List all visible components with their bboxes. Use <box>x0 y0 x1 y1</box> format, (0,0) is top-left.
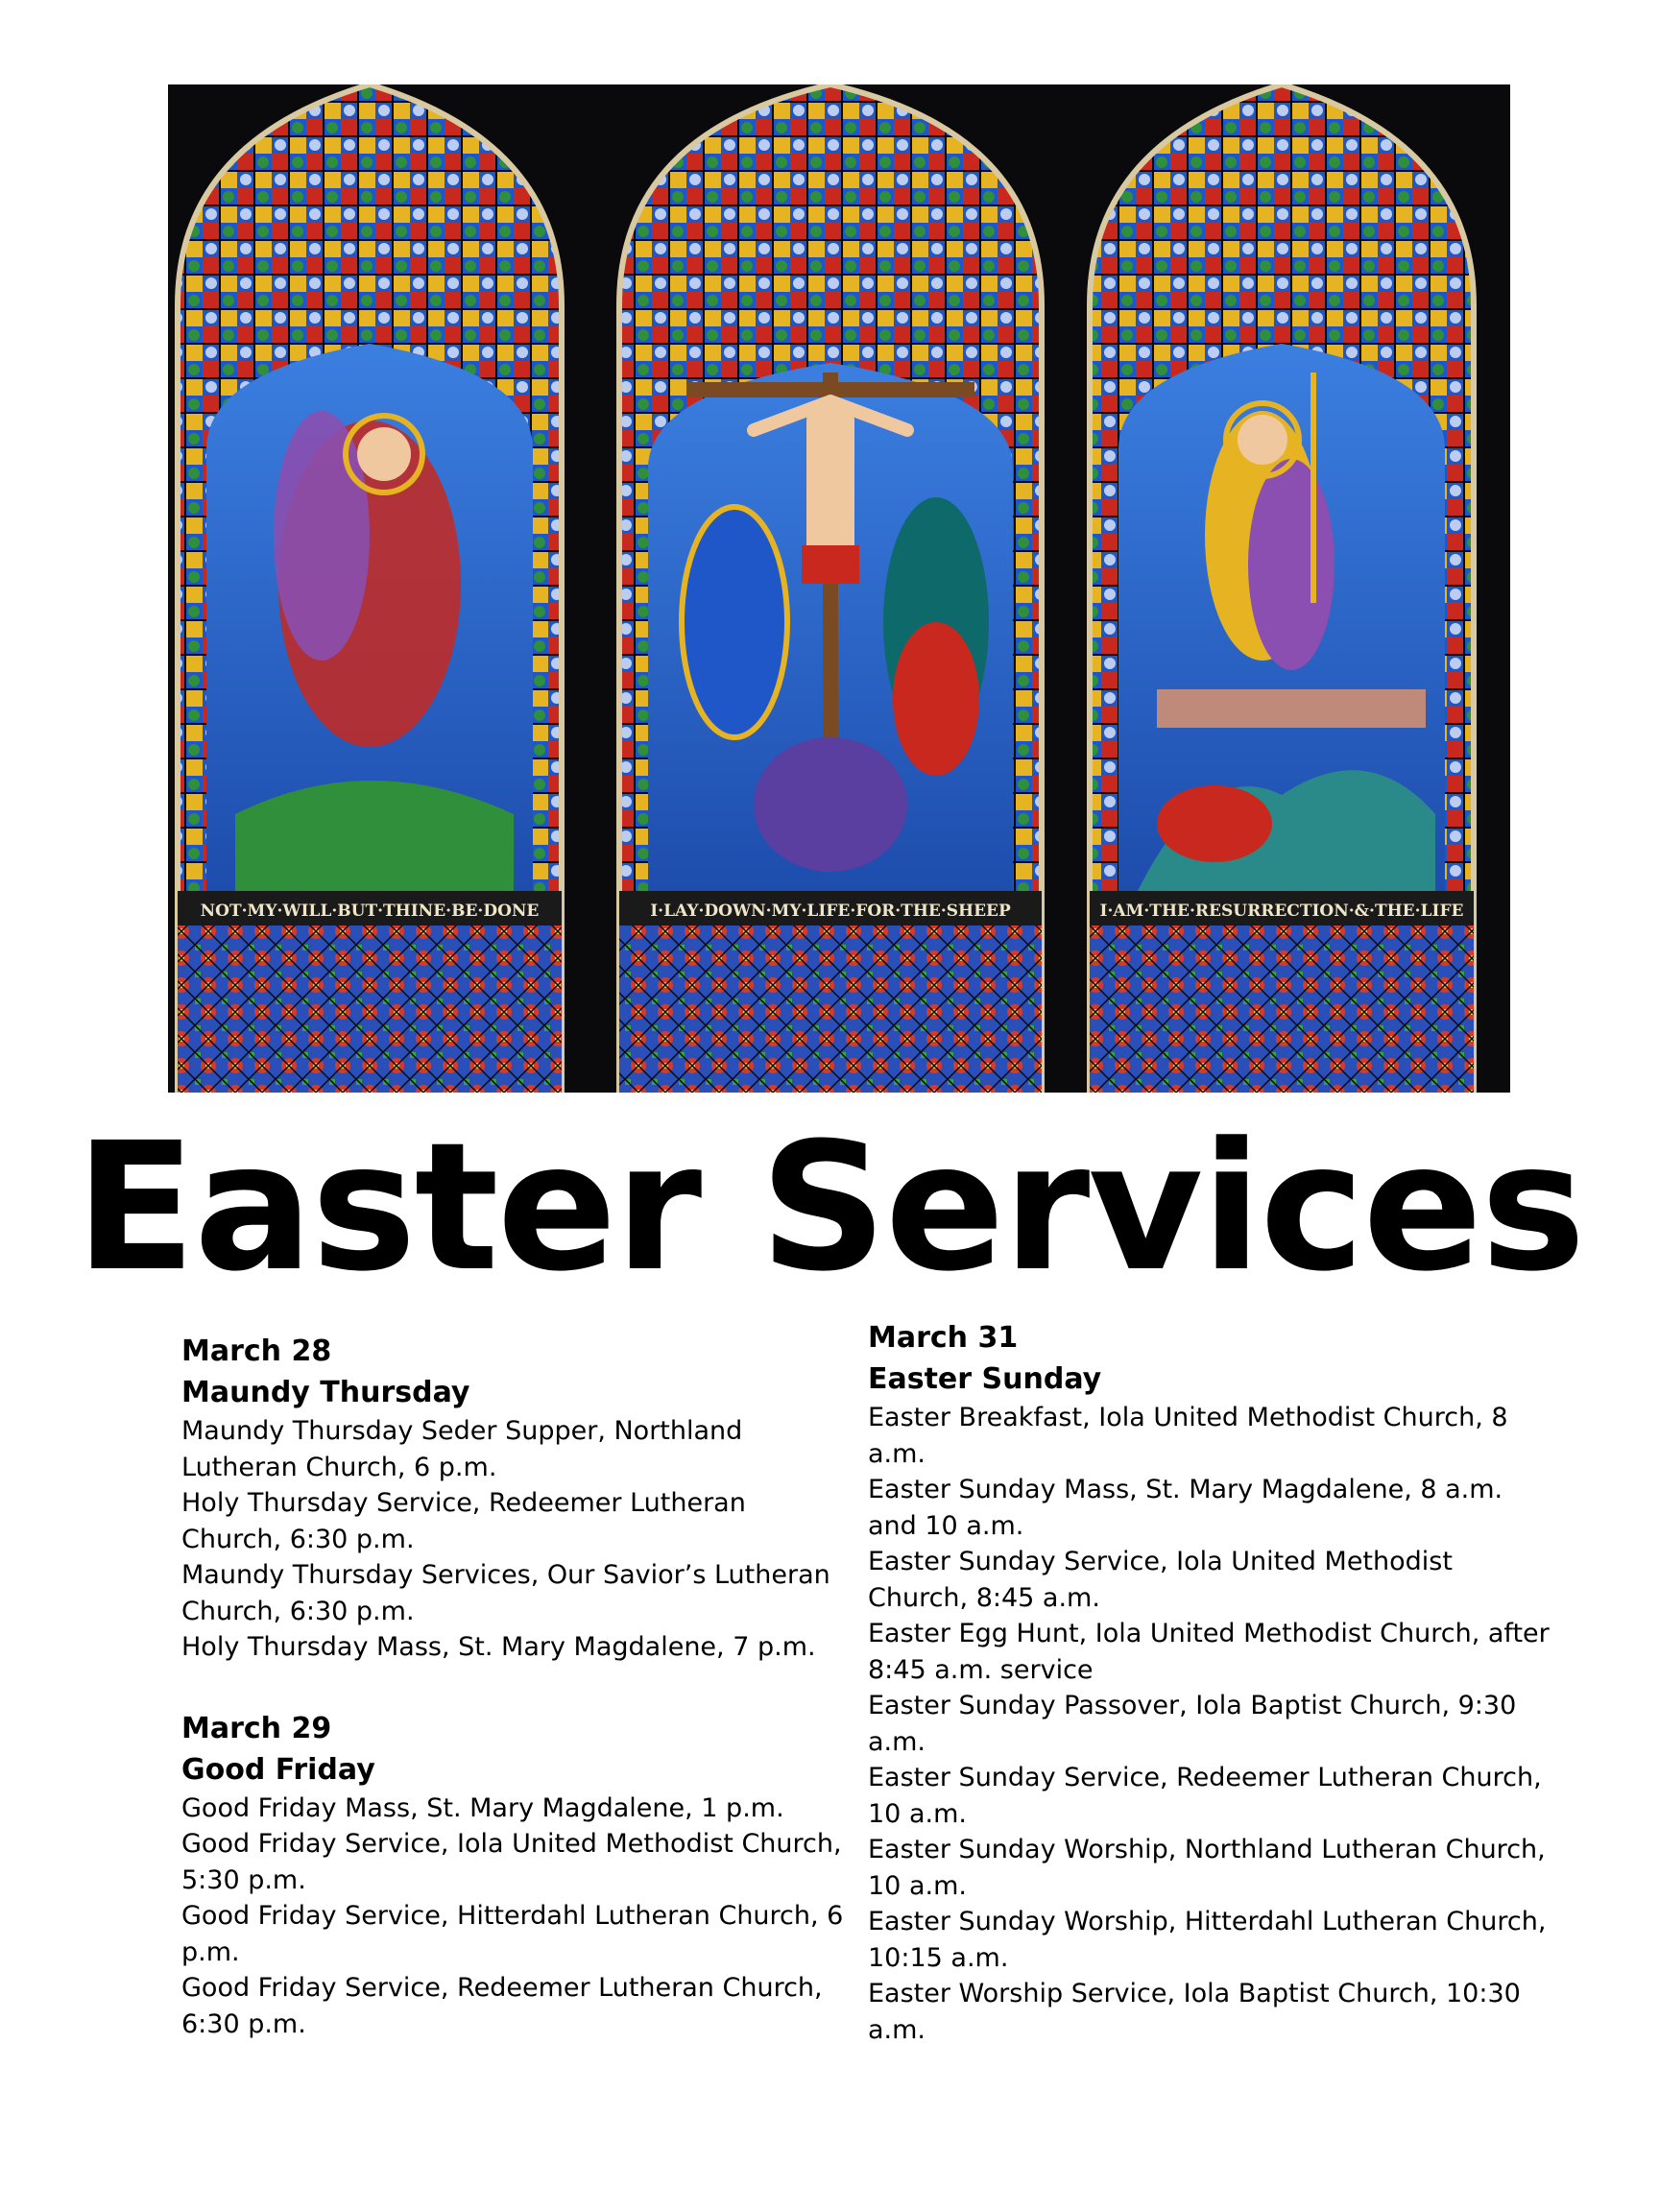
section-day: Maundy Thursday <box>181 1376 470 1409</box>
right-column <box>868 1317 1559 2090</box>
service-list <box>868 1400 1559 2048</box>
list-item: Easter Sunday Mass, St. Mary Magdalene, 8 a.m. and 10 a.m. <box>868 1475 1503 1541</box>
section-date: March 29 <box>181 1711 332 1745</box>
list-item: Easter Egg Hunt, Iola United Methodist Church, after 8:45 a.m. service <box>868 1619 1550 1685</box>
list-item: Maundy Thursday Services, Our Savior’s Lutheran Church, 6:30 p.m. <box>181 1560 830 1626</box>
list-item: Easter Sunday Service, Redeemer Lutheran Church, 10 a.m. <box>868 1763 1542 1829</box>
section-day: Easter Sunday <box>868 1362 1102 1396</box>
left-column <box>181 1331 854 2084</box>
list-item: Easter Sunday Worship, Northland Lutheran Church, 10 a.m. <box>868 1835 1546 1901</box>
list-item: Holy Thursday Mass, St. Mary Magdalene, 7 p.m. <box>181 1632 816 1662</box>
panel-caption-middle: I·LAY·DOWN·MY·LIFE·FOR·THE·SHEEP <box>650 902 1011 921</box>
list-item: Easter Breakfast, Iola United Methodist Church, 8 a.m. <box>868 1403 1508 1469</box>
section-day: Good Friday <box>181 1752 375 1787</box>
stained-glass-window-icon <box>168 84 1510 1093</box>
list-item: Good Friday Service, Iola United Methodist Church, 5:30 p.m. <box>181 1829 842 1895</box>
list-item: Easter Sunday Passover, Iola Baptist Church, 9:30 a.m. <box>868 1691 1517 1757</box>
section-easter-sunday <box>868 1317 1559 2048</box>
section-date: March 28 <box>181 1334 332 1368</box>
page-title: Easter Services <box>75 1105 1584 1310</box>
panel-caption-right: I·AM·THE·RESURRECTION·&·THE·LIFE <box>1099 902 1464 921</box>
list-item: Easter Worship Service, Iola Baptist Church, 10:30 a.m. <box>868 1979 1521 2045</box>
list-item: Holy Thursday Service, Redeemer Lutheran Church, 6:30 p.m. <box>181 1488 746 1554</box>
section-date: March 31 <box>868 1321 1019 1355</box>
stained-glass-photo <box>168 84 1510 1093</box>
list-item: Good Friday Mass, St. Mary Magdalene, 1 p.m. <box>181 1792 784 1823</box>
panel-caption-left: NOT·MY·WILL·BUT·THINE·BE·DONE <box>200 902 540 921</box>
service-list <box>181 1791 854 2043</box>
list-item: Easter Sunday Service, Iola United Methodist Church, 8:45 a.m. <box>868 1547 1453 1613</box>
service-list <box>181 1413 854 1666</box>
list-item: Maundy Thursday Seder Supper, Northland Lutheran Church, 6 p.m. <box>181 1416 743 1482</box>
list-item: Good Friday Service, Hitterdahl Lutheran Church, 6 p.m. <box>181 1901 844 1967</box>
section-maundy-thursday <box>181 1331 854 1666</box>
list-item: Easter Sunday Worship, Hitterdahl Lutheran Church, 10:15 a.m. <box>868 1907 1547 1973</box>
section-good-friday <box>181 1708 854 2043</box>
list-item: Good Friday Service, Redeemer Lutheran Church, 6:30 p.m. <box>181 1973 823 2039</box>
